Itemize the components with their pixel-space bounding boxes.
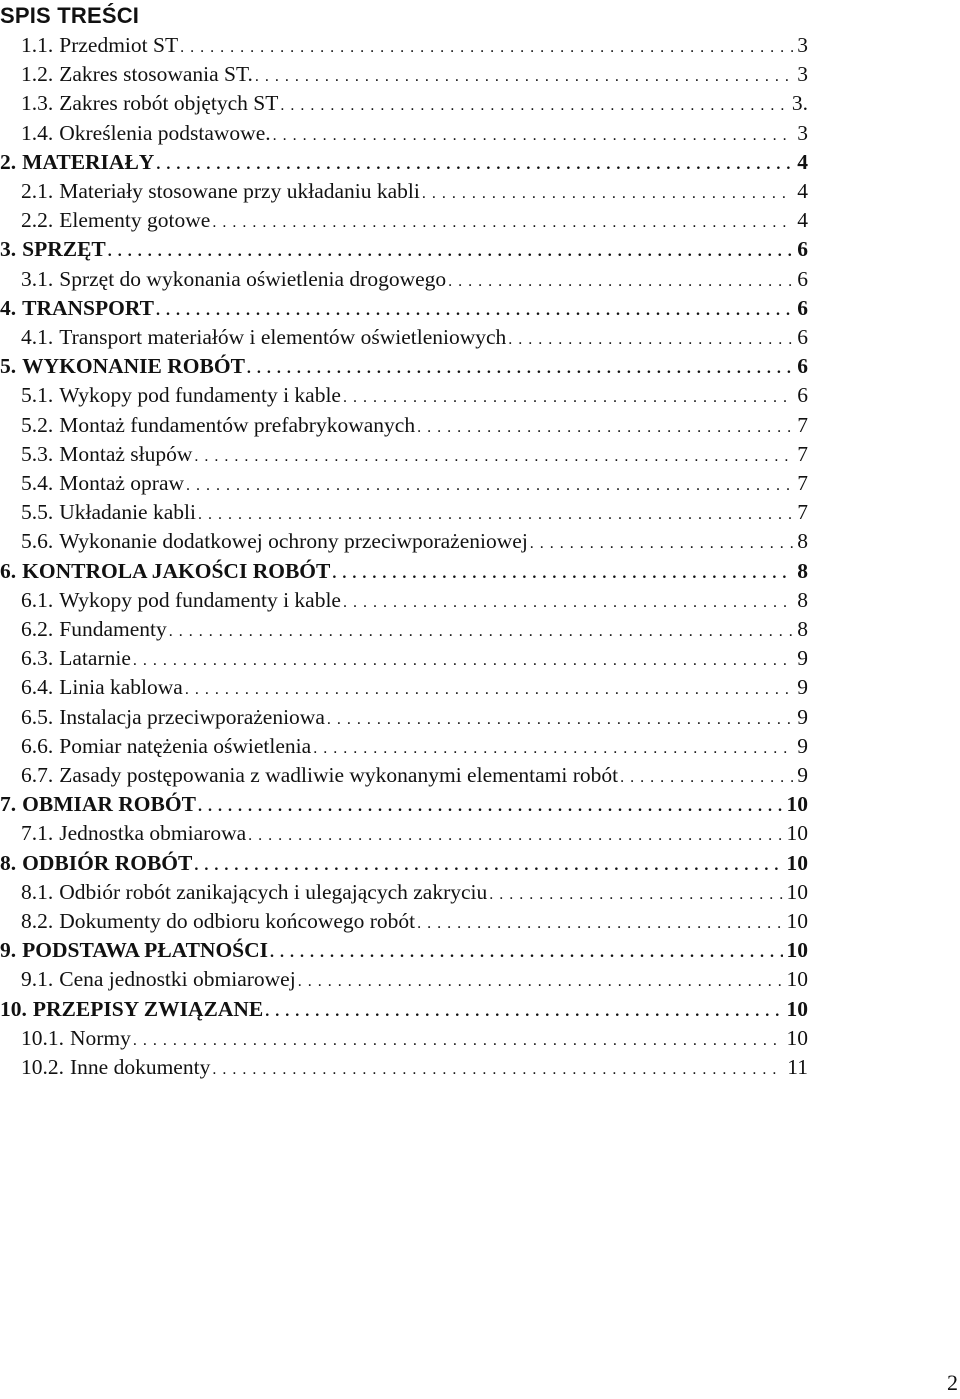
toc-entry[interactable] <box>21 819 808 847</box>
toc-entry[interactable] <box>21 527 808 555</box>
toc-entry-number: 6.6. <box>21 733 54 758</box>
toc-entry-label: Pomiar natężenia oświetlenia <box>59 733 312 758</box>
toc-entry-page: 6 <box>797 383 808 408</box>
toc-entry[interactable] <box>21 498 808 526</box>
toc-entry-number: 4. <box>0 295 17 320</box>
toc-dot-leader <box>489 881 782 909</box>
toc-dot-leader <box>212 1056 783 1084</box>
toc-entry-page: 10 <box>786 909 808 933</box>
toc-entry-number: 5.2. <box>21 412 54 437</box>
toc-dot-leader <box>265 998 782 1026</box>
toc-entry-number: 5.6. <box>21 529 54 554</box>
toc-dot-leader <box>270 939 782 967</box>
toc-entry[interactable] <box>21 31 808 59</box>
toc-entry-number: 5.5. <box>21 500 54 525</box>
toc-dot-leader <box>185 676 793 704</box>
toc-dot-leader <box>108 238 793 266</box>
toc-entry-label: Zakres stosowania ST. <box>59 62 253 87</box>
toc-dot-leader <box>417 910 782 938</box>
toc-entry-label: PODSTAWA PŁATNOŚCI <box>22 938 269 963</box>
toc-entry-page: 9 <box>797 646 808 671</box>
toc-entry[interactable] <box>21 1024 808 1052</box>
toc-entry-page: 10 <box>786 1025 808 1050</box>
toc-entry-label: Układanie kabli <box>59 500 196 525</box>
toc-entry-page: 4 <box>797 149 808 174</box>
toc-entry-number: 6.5. <box>21 704 54 729</box>
toc-entry-number: 2.1. <box>21 179 54 203</box>
toc-entry-number: 7.1. <box>21 821 54 846</box>
toc-entry-label: Określenia podstawowe. <box>59 120 271 145</box>
toc-entry-page: 10 <box>786 879 808 904</box>
toc-entry-label: Linia kablowa <box>59 675 183 700</box>
toc-entry-label: Elementy gotowe <box>59 208 211 233</box>
toc-entry-page: 8 <box>797 617 808 641</box>
toc-entry-number: 10.1. <box>21 1025 64 1050</box>
toc-dot-leader <box>169 618 794 646</box>
toc-dot-leader <box>343 384 793 412</box>
toc-entry-label: Instalacja przeciwporażeniowa <box>59 704 325 729</box>
toc-entry-page: 10 <box>786 850 808 875</box>
toc-entry-number: 6. <box>0 558 17 583</box>
toc-entry-label: Odbiór robót zanikających i ulegających zakryciu <box>59 879 488 904</box>
toc-entry-number: 9.1. <box>21 967 54 992</box>
toc-entry-number: 10. <box>0 996 27 1021</box>
toc-entry[interactable] <box>21 586 808 614</box>
toc-entry[interactable] <box>0 790 808 818</box>
toc-entry-number: 6.1. <box>21 587 54 612</box>
toc-entry-page: 10 <box>786 967 808 992</box>
toc-entry[interactable] <box>0 148 808 176</box>
toc-entry-label: MATERIAŁY <box>22 149 155 174</box>
toc-entry-page: 10 <box>786 938 808 963</box>
toc-dot-leader <box>133 1027 783 1055</box>
toc-entry[interactable] <box>0 352 808 380</box>
toc-entry[interactable] <box>21 761 808 789</box>
toc-dot-leader <box>248 822 782 850</box>
toc-entry-number: 3.1. <box>21 266 54 291</box>
toc-entry-number: 1.3. <box>21 91 54 116</box>
toc-entry-number: 4.1. <box>21 325 54 349</box>
toc-entry-label: Montaż fundamentów prefabrykowanych <box>59 412 416 437</box>
toc-entry[interactable] <box>21 965 808 993</box>
toc-entry-number: 8.2. <box>21 909 54 933</box>
toc-entry-label: SPRZĘT <box>22 237 106 262</box>
toc-entry[interactable] <box>21 381 808 409</box>
toc-entry[interactable] <box>21 878 808 906</box>
toc-entry-page: 6 <box>797 237 808 262</box>
toc-entry-label: TRANSPORT <box>22 295 154 320</box>
toc-dot-leader <box>417 414 793 442</box>
toc-entry-label: OBMIAR ROBÓT <box>22 792 196 817</box>
toc-entry-number: 9. <box>0 938 17 963</box>
toc-entry[interactable] <box>21 323 808 351</box>
toc-entry-label: WYKONANIE ROBÓT <box>22 354 245 379</box>
toc-entry-number: 7. <box>0 792 17 817</box>
toc-entry-label: Jednostka obmiarowa <box>59 821 247 846</box>
toc-entry-page: 4 <box>797 179 808 203</box>
toc-entry-label: Montaż opraw <box>59 471 185 495</box>
toc-dot-leader <box>247 355 793 383</box>
toc-entry[interactable] <box>21 119 808 147</box>
toc-entry-label: Inne dokumenty <box>70 1055 211 1079</box>
toc-entry-page: 10 <box>786 821 808 846</box>
toc-dot-leader <box>620 764 793 792</box>
toc-entry-number: 5. <box>0 354 17 379</box>
toc-entry-page: 6 <box>797 325 808 349</box>
toc-entry[interactable] <box>21 907 808 935</box>
toc-entry-page: 9 <box>797 675 808 700</box>
toc-entry[interactable] <box>0 557 808 585</box>
toc-dot-leader <box>298 968 783 996</box>
toc-entry-number: 1.2. <box>21 62 54 87</box>
toc-entry[interactable] <box>0 294 808 322</box>
toc-entry[interactable] <box>21 206 808 234</box>
toc-entry[interactable] <box>21 89 808 117</box>
toc-entry-number: 10.2. <box>21 1055 64 1079</box>
toc-entry-page: 7 <box>797 500 808 525</box>
toc-entry-page: 9 <box>797 763 808 787</box>
toc-entry-page: 7 <box>797 412 808 437</box>
toc-dot-leader <box>530 530 793 558</box>
toc-entry-label: Materiały stosowane przy układaniu kabli <box>59 179 420 203</box>
toc-entry-label: Transport materiałów i elementów oświetleniowych <box>59 325 507 349</box>
toc-entry-page: 10 <box>786 792 808 817</box>
toc-entry-page: 3 <box>797 120 808 145</box>
toc-entry-label: Zakres robót objętych ST <box>59 91 279 116</box>
toc-dot-leader <box>332 560 793 588</box>
toc-entry-page: 8 <box>797 587 808 612</box>
toc-entry-label: Normy <box>70 1025 131 1050</box>
toc-dot-leader <box>212 209 793 237</box>
toc-entry-label: Latarnie <box>59 646 131 671</box>
toc-entry-label: PRZEPISY ZWIĄZANE <box>32 996 264 1021</box>
toc-entry-page: 8 <box>797 529 808 554</box>
toc-entry[interactable] <box>21 265 808 293</box>
toc-dot-leader <box>255 63 793 91</box>
toc-entry[interactable] <box>21 673 808 701</box>
toc-entry-number: 6.4. <box>21 675 54 700</box>
toc-entry-number: 5.1. <box>21 383 54 408</box>
toc-entry-page: 11 <box>787 1055 808 1079</box>
toc-entry-number: 6.2. <box>21 617 54 641</box>
toc-entry[interactable] <box>0 995 808 1023</box>
toc-dot-leader <box>448 268 793 296</box>
toc-entry-number: 2.2. <box>21 208 54 233</box>
toc-entry[interactable] <box>21 440 808 468</box>
toc-dot-leader <box>198 793 783 821</box>
toc-dot-leader <box>508 326 793 354</box>
toc-entry-page: 6 <box>797 354 808 379</box>
toc-entry-number: 8.1. <box>21 879 54 904</box>
toc-entry-page: 7 <box>797 441 808 466</box>
toc-entry-label: ODBIÓR ROBÓT <box>22 850 193 875</box>
toc-entry[interactable] <box>21 1053 808 1081</box>
toc-dot-leader <box>327 706 793 734</box>
toc-entry-page: 6 <box>797 266 808 291</box>
toc-entry-page: 7 <box>797 471 808 495</box>
toc-entry[interactable] <box>21 177 808 205</box>
toc-entry[interactable] <box>21 615 808 643</box>
toc-entry-number: 5.3. <box>21 441 54 466</box>
toc-entry-page: 3 <box>797 62 808 87</box>
toc-entry-number: 2. <box>0 149 17 174</box>
toc-entry-label: Fundamenty <box>59 617 167 641</box>
toc-entry[interactable] <box>21 703 808 731</box>
toc-entry-number: 6.7. <box>21 763 54 787</box>
toc-entry-number: 8. <box>0 850 17 875</box>
toc-entry-label: Wykopy pod fundamenty i kable <box>59 587 341 612</box>
toc-entry-page: 10 <box>786 996 808 1021</box>
toc-entry[interactable] <box>0 936 808 964</box>
toc-dot-leader <box>273 122 794 150</box>
toc-entry-number: 3. <box>0 237 17 262</box>
toc-dot-leader <box>313 735 793 763</box>
toc-dot-leader <box>422 180 793 208</box>
page-number: 2 <box>947 1370 958 1395</box>
toc-entry-number: 5.4. <box>21 471 54 495</box>
toc-entry-label: Cena jednostki obmiarowej <box>59 967 296 992</box>
toc-entry-page: 3 <box>797 33 808 57</box>
toc-dot-leader <box>198 501 793 529</box>
toc-entry-page: 9 <box>797 733 808 758</box>
toc-entry-label: Montaż słupów <box>59 441 193 466</box>
toc-entry-page: 4 <box>797 208 808 233</box>
toc-entry[interactable] <box>0 235 808 263</box>
toc-entry[interactable] <box>21 469 808 497</box>
toc-dot-leader <box>133 647 793 675</box>
toc-dot-leader <box>186 472 793 500</box>
toc-dot-leader <box>180 34 793 62</box>
toc-entry[interactable] <box>0 849 808 877</box>
toc-dot-leader <box>194 852 782 880</box>
toc-dot-leader <box>194 443 793 471</box>
toc-entry[interactable] <box>21 732 808 760</box>
toc-title: SPIS TREŚCI <box>0 3 140 28</box>
toc-entry[interactable] <box>21 644 808 672</box>
toc-entry-page: 3. <box>791 91 808 116</box>
toc-entry-label: Wykonanie dodatkowej ochrony przeciwporażeniowej <box>59 529 528 554</box>
toc-entry-label: Zasady postępowania z wadliwie wykonanymi elementami robót <box>59 763 619 787</box>
toc-entry-label: Dokumenty do odbioru końcowego robót <box>59 909 416 933</box>
toc-dot-leader <box>343 589 793 617</box>
toc-dot-leader <box>280 92 787 120</box>
toc-dot-leader <box>156 297 793 325</box>
toc-entry-label: KONTROLA JAKOŚCI ROBÓT <box>22 558 331 583</box>
toc-entry-label: Wykopy pod fundamenty i kable <box>59 383 341 408</box>
toc-entry[interactable] <box>21 60 808 88</box>
toc-entry-page: 8 <box>797 558 808 583</box>
toc-entry-label: Sprzęt do wykonania oświetlenia drogowego <box>59 266 447 291</box>
toc-entry-number: 6.3. <box>21 646 54 671</box>
toc-entry-page: 9 <box>797 704 808 729</box>
toc-entry-label: Przedmiot ST <box>59 33 179 57</box>
toc-entry-page: 6 <box>797 295 808 320</box>
toc-dot-leader <box>156 151 793 179</box>
toc-entry-number: 1.4. <box>21 120 54 145</box>
toc-entry[interactable] <box>21 411 808 439</box>
toc-entry-number: 1.1. <box>21 33 54 57</box>
